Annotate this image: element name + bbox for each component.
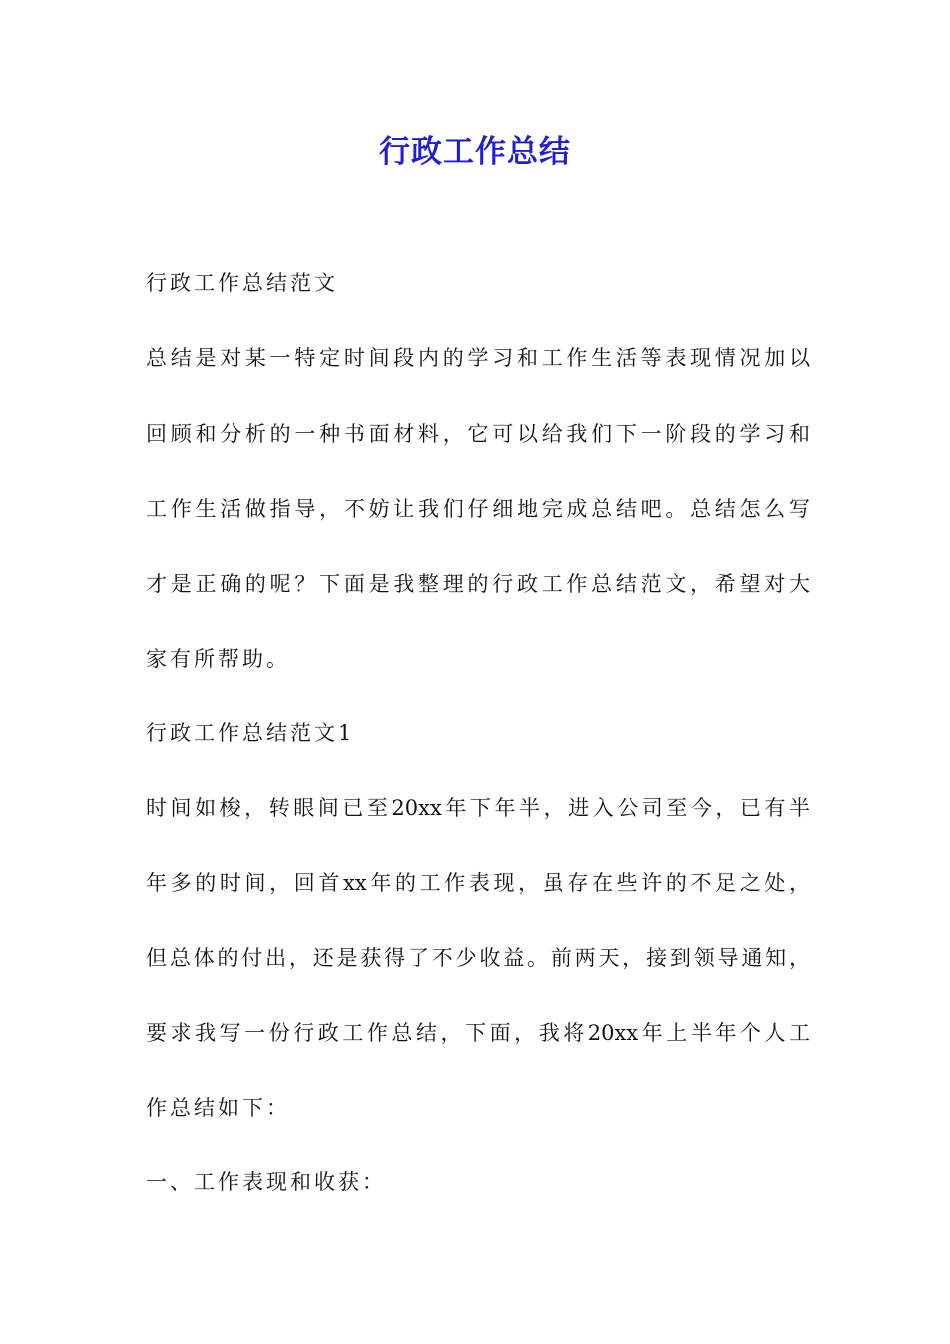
paragraph-line: 要求我写一份行政工作总结，下面，我将20xx年上半年个人工 [146, 1021, 810, 1045]
section-heading: 一、工作表现和收获： [146, 1170, 386, 1194]
paragraph-line: 作总结如下： [146, 1096, 290, 1120]
paragraph-line: 才是正确的呢？下面是我整理的行政工作总结范文，希望对大 [146, 572, 810, 596]
paragraph-line: 但总体的付出，还是获得了不少收益。前两天，接到领导通知， [146, 946, 810, 970]
section-heading: 行政工作总结范文1 [146, 721, 355, 745]
paragraph-line: 家有所帮助。 [146, 647, 290, 671]
section-heading: 行政工作总结范文 [146, 271, 338, 295]
paragraph-line: 年多的时间，回首xx年的工作表现，虽存在些许的不足之处， [146, 871, 810, 895]
paragraph-line: 回顾和分析的一种书面材料，它可以给我们下一阶段的学习和 [146, 422, 810, 446]
paragraph-line: 时间如梭，转眼间已至20xx年下年半，进入公司至今，已有半 [146, 796, 810, 820]
paragraph-line: 总结是对某一特定时间段内的学习和工作生活等表现情况加以 [146, 346, 810, 370]
paragraph-line: 工作生活做指导，不妨让我们仔细地完成总结吧。总结怎么写 [146, 497, 810, 521]
document-title: 行政工作总结 [379, 134, 571, 170]
